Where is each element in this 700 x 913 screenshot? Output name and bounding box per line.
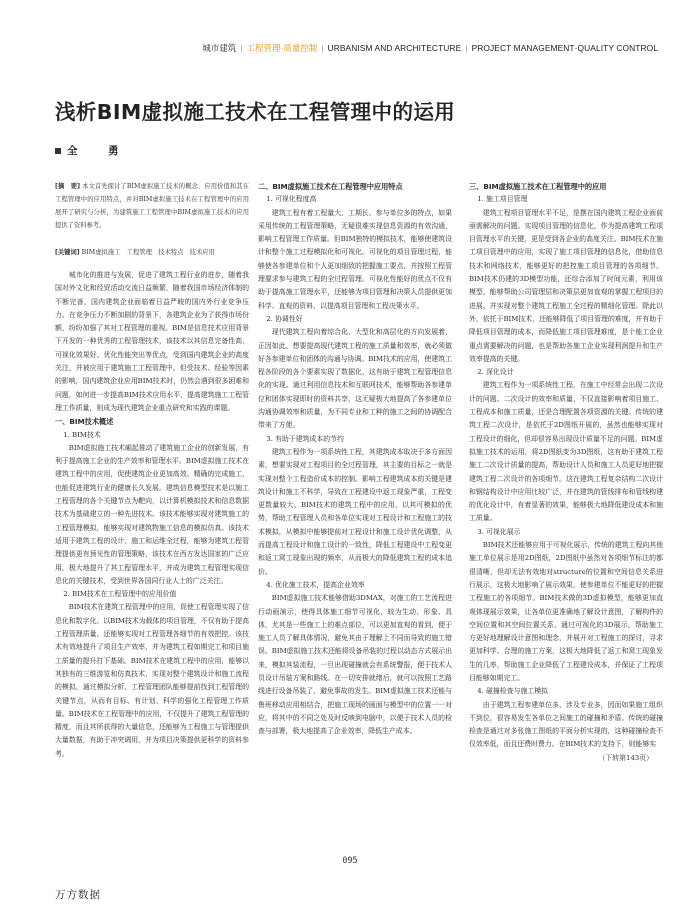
subheading-2-3: 3. 有助于建筑成本的节约 <box>266 434 344 443</box>
subheading-3-1: 1. 施工项目管理 <box>477 195 528 204</box>
subheading-3-2: 2. 深化设计 <box>477 368 514 377</box>
subheading-3-3: 3. 可视化展示 <box>477 527 521 536</box>
footer-watermark: 万方数据 <box>55 889 101 901</box>
paragraph-2-3: 建筑工程作为一项系统性工程，其建筑成本取决于多方面因素，想要实现对工程项目的全过程管理，其主要的目标之一就是实现对整个工程造价成本的控制。影响工程建筑成本的关键是建筑设计和施工不科学，导致在工程建设中返工现象严重，工程变更数量较大。BIM技术的建筑工程中的应用，以其可模拟的优势，帮助工程管理人员和各单位实现对工程设计和工程施工的技术模拟，从模拟中能够提前对工程设计和施工设计优化调整，从而提高工程设计和施工设计的一致性，降低工程建设中工程变更和返工窝工现象出现的频率，从而极大的降低建筑工程的成本追价。 <box>258 447 452 576</box>
header-section: 工程管理·质量控制 <box>246 43 318 53</box>
paragraph-3-1: 建筑工程项目管理水平不足，是摆在国内建筑工程企业面前亟需解决的问题。实现项目管理的信息化，作为提高建筑工程项目管理水平的关键，更是受到各企业的高度关注。BIM技术在施工项目管理中的应用，实现了施工项目管理的信息化，借助信息技术和网络技术，能够更好的把控施工项目管理的各项细节。BIM技术仍建的3D模型功能，还综合添加了时间元素，利用该模型，能够帮助公司管理层和决策层更加直观的掌握工程项目的进展，并实现对整个建筑工程施工全过程的精细化管理。除此以外，依托于BIM技术，还能够降低了项目管理的难度，并有助于降低项目管理的成本，而降低施工项目管理难度，是个能工企业重点需要解决的问题，也是帮助各施工企业实现利润提升和生产效率提高的关键。 <box>469 208 663 363</box>
abstract: [摘 要] 本文首先探讨了BIM虚拟施工技术的概念、应用价值和其在工程管理中的应用特点，并对BIM虚拟施工技术在工程管理中的应用展开了研究与分析，为建筑施工工程管理中BIM虚拟施工技术的应用提供了资料参考。 <box>55 183 249 229</box>
section-heading-1: 一、BIM技术概述 <box>55 417 114 427</box>
section-heading-3: 三、BIM虚拟施工技术在工程管理中的应用 <box>469 182 607 191</box>
header-journal-en: URBANISM AND ARCHITECTURE <box>327 43 462 53</box>
author-line <box>55 143 129 158</box>
subheading-2-4: 4. 优化施工技术，提高企业效率 <box>266 580 365 589</box>
paragraph-1-2: BIM技术在建筑工程管理中的应用，促使工程管理实现了信息化和数字化。以BIM技术为载体的项目管理，不仅有助于提高工程管理质量，还能够实现对工程管理各细节的有效把控。该技术有效地提升了项目生产效率，并为建筑工程如期完工和项目施工质量的提升打下基础。BIM技术在建筑工程中的应用，能够以其独有的三维游览和仿真技术，实现对整个建筑设计和施工流程的模拟，通过模拟分析，工程管理团队能够提前找到工程管理的关键节点，从而有目标、有计划、科学的强化工程管理工作质量。BIM技术在工程管理中的应用，不仅提升了建筑工程管理的精度，而且其所获得的大量信息，还能够为工程施工与管理提供大量数据，有助于冲突调用，并为项目决策提供更科学的资料参考。 <box>55 603 249 758</box>
paragraph-3-3: BIM技术还能够应用于可视化展示，传统的建筑工程向其他施工单位展示是用2D图纸，2D图纸中虽然对各项细节标注的都很清晰，但却无法有效地对structure的位置和空间信息关系进行展示，这极大地影响了展示效果，使参建单位不能更好的把握工程施工的各项细节。BIM技术做的3D虚拟模型，能够更加直观体现展示效果，让各单位更准确地了解设计意图，了解构件的空间位置和其空间位置关系。通过可视化的3D展示，帮助施工方更好地理解设计意图和理念，并展开对工程施工的探讨，寻求更加科学、合理的施工方案，这极大地降低了返工和窝工现象发生的几率，帮助施工企业降低了工程建设成本，并保证了工程项目能够如期完工。 <box>469 541 663 682</box>
column-3 <box>469 180 663 845</box>
paragraph-2-1: 建筑工程有着工程量大、工期长、参与单位多的特点，如果采用传统的工程管理策略，无疑很难实现信息资源的有效沟通，影响工程管理工作质量。但BIM独特的模拟技术，能够使建筑设计和整个施工过程模拟化和可视化。可视化的项目管理过程，能够使各参建单位和个人更加细致的把握施工要点，并按照工程管理要求参与建筑工程的全过程管理。可视化性能好的优点不仅有助于提高施工管理水平，还能够为项目管理和决策人员提供更加科学、直观的资料，以提高项目管理和工程决策水平。 <box>258 208 452 310</box>
subheading-2-1: 1. 可视化程度高 <box>266 195 317 204</box>
subheading-2-2: 2. 协调性好 <box>266 314 303 323</box>
intro-paragraph: 城市化的推进与发展，促进了建筑工程行业的进步，随着我国对外文化和经贸活动交流日益频繁，随着我国市场经济体制的不断完善，国内建筑企业面临着日益严峻的国内外行业竞争压力。在竞争压力不断加剧的背景下，各建筑企业为了获得市场份额，纷纷加强了其对工程管理的重视。BIM是信息技术应用背景下开发的一种优秀的工程管理技术，该技术以其信息完备性高、可视化效果好、优化性能突出等优点，受到国内建筑企业的高度关注，并被应用于建筑施工工程管理中。但受技术、经验等因素的影响，国内建筑企业应用BIM技术时，仍然会遇到很多困难和问题，如何进一步提高BIM技术应用水平，提高建筑施工工程管理工作质量，则成为现代建筑企业重点研究和实践的课题。 <box>55 271 249 412</box>
header-section-en: PROJECT MANAGEMENT·QUALITY CONTROL <box>471 43 658 53</box>
author-marker-icon <box>55 148 61 154</box>
running-header: 城市建筑 | 工程管理·质量控制 | URBANISM AND ARCHITECTURE | PROJECT MANAGEMENT·QUALITY CONTROL <box>202 43 658 53</box>
page-number: 095 <box>342 856 358 866</box>
header-journal: 城市建筑 <box>202 43 237 53</box>
subheading-1-1: 1. BIM技术 <box>63 430 101 439</box>
keywords: [关键词] BIM虚拟施工 工程管理 技术特点 技术应用 <box>55 249 215 256</box>
column-1 <box>55 180 249 845</box>
paragraph-1-1: BIM虚拟施工技术崛起推动了建筑施工企业的创新发展，有利于提高施工企业的生产效率和管理水平。BIM虚拟施工技术在建筑工程中的应用，促使建筑企业更加高效、精确的完成施工，也能促进建筑行业的健康长久发展。建筑信息模型技术是以施工工程管理的各个关键节点为靶向，以计算机模拟技术和信息数据技术为基础建立的一种先进技术。该技术能够实现对建筑施工的工程管理模拟，能够实现对建筑物施工信息的模拟仿真。该技术适用于建筑工程的设计、施工和运维全过程，能够为建筑工程管理提供更有预见性的管理策略，该技术在西方发达国家的广泛应用，极大地提升了其工程管理水平，并成为建筑工程管理实现信息化的关键技术，受到世界各国同行业人士的广泛关注。 <box>55 443 249 585</box>
column-2 <box>258 180 452 845</box>
paragraph-2-2: 现代建筑工程向着综合化、大型化和高层化的方向发展着，正因如此，想要提高现代建筑工程的施工质量和效率，就必须做好各参建单位和团体的沟通与协调。BIM技术的应用，使建筑工程各阶段的各个要素实现了数据化，这有助于建筑工程管理信息化的实现。通过利用信息技术和互联网技术，能够帮助各参建单位和团体实现即时的资料共享，这无疑极大地提高了各参建单位沟通协调效率和质量，为不同专业和工种的施工之间的协调配合带来了方便。 <box>258 328 452 430</box>
paragraph-2-4: BIM虚拟施工技术能够借助3DMAX，对施工的工艺流程进行动画演示，使得具体施工细节可视化，较为生动、形象、具体，尤其是一些施工上的难点部位，可以更加直观的看到，便于施工人员了解具体情况，避免其由于理解上不同而导致的施工错误。BIM虚拟施工技术还能将设备吊装的过程以动态方式展示出来，模拟其装流程，一旦出现碰撞就会有系统警报，便于技术人员设计吊装方案和路线。在一切安排就绪后，就可以按照工艺路线进行设备吊装了，避免事故的发生。BIM虚拟施工技术还能与鲁班移动应用相结合，把施工现场的画面与模型中的位置一一对应，将其中的不同之处及时反映到电脑中，以便于技术人员的检查与部署，极大地提高了企业效率，降低生产成本。 <box>258 594 452 736</box>
author-name: 全 勇 <box>67 145 129 157</box>
continued-note: （下转第143页） <box>598 753 653 762</box>
article-title: 浅析BIM虚拟施工技术在工程管理中的运用 <box>55 100 456 124</box>
paragraph-3-2: 建筑工程作为一项系统性工程，在施工中经常会出现二次设计的问题。二次设计的效率和质量，不仅直接影响着项目施工、工程成本和施工质量，还是合理配置各项资源的关键。传统的建筑工程二次设计，是依托于2D图纸开展的，虽然也能够实现对工程设计的细化，但却很容易出现设计质量不足的问题。BIM虚拟施工技术的运用，将2D图纸变为3D图纸，这有助于建筑工程施工二次设计质量的提高，帮助设计人员和施工人员更好地把握建筑工程二次设计的各项细节。这在建筑工程复杂结构二次设计和钢结构设计中应用比较广泛，并在建筑的管线排布和管线构建的优化设计中，有着显著的效果，能够极大地降低建设成本和施工质量。 <box>469 381 663 523</box>
section-heading-2: 二、BIM虚拟施工技术在工程管理中应用特点 <box>258 182 403 191</box>
paragraph-3-4: 由于建筑工程参建单位多、涉及专业多，因而如果施工组织不到位，很容易发生各单位之间施工的碰撞和矛盾。传统的碰撞检查是通过对多张施工图纸的平面分析实现的，这种碰撞检查不仅效率低，而且还费时费力。在BIM技术的支持下，则能够实 <box>469 700 663 749</box>
subheading-3-4: 4. 碰撞检查与施工模拟 <box>477 687 549 696</box>
subheading-1-2: 2. BIM技术在工程管理中的应用价值 <box>63 590 177 599</box>
